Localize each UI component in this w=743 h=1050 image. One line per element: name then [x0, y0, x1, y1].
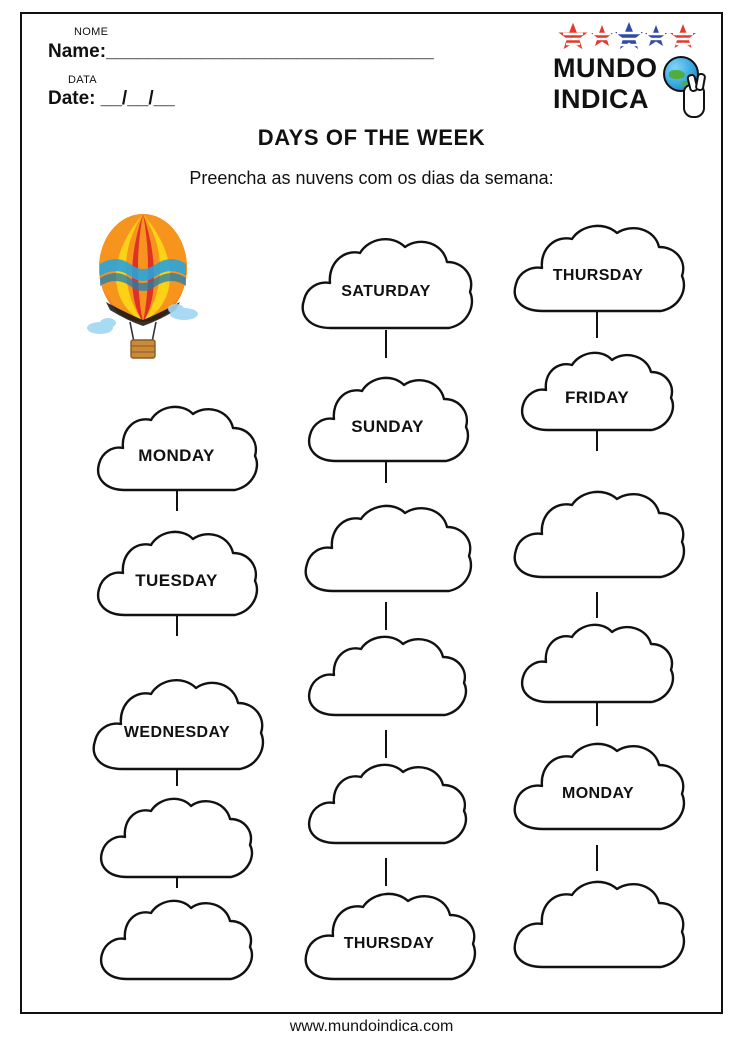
brand-line-2: INDICA: [553, 84, 649, 114]
cloud-right-1[interactable]: [505, 212, 691, 334]
cloud-center-1[interactable]: [293, 226, 479, 352]
cloud-label: MONDAY: [561, 785, 635, 802]
name-field-label[interactable]: Name:_______________________________: [48, 41, 434, 62]
cloud-center-3[interactable]: [296, 492, 478, 614]
cloud-center-4[interactable]: [300, 624, 475, 736]
cloud-label: TUESDAY: [135, 571, 218, 590]
cloud-label: [300, 624, 475, 736]
date-field-label[interactable]: Date: __/__/__: [48, 88, 175, 109]
cloud-right-4[interactable]: [513, 612, 681, 722]
cloud-center-5[interactable]: [300, 752, 475, 864]
page-title: DAYS OF THE WEEK: [257, 125, 486, 150]
cloud-label: SATURDAY: [341, 283, 431, 300]
cloud-right-6[interactable]: [505, 868, 691, 990]
cloud-right-5[interactable]: [505, 730, 691, 852]
page-subtitle: Preencha as nuvens com os dias da semana:: [189, 168, 554, 188]
cloud-center-2[interactable]: [300, 365, 475, 483]
cloud-label: [505, 868, 691, 990]
cloud-left-4[interactable]: [92, 786, 260, 898]
footer-url[interactable]: www.mundoindica.com: [289, 1018, 454, 1035]
cloud-left-5[interactable]: [92, 888, 260, 1000]
nome-label: NOME: [74, 26, 109, 38]
cloud-left-3[interactable]: [84, 667, 270, 793]
cloud-label: [505, 478, 691, 600]
cloud-label: [513, 612, 681, 722]
cloud-center-6[interactable]: [296, 880, 482, 1002]
cloud-label: MONDAY: [138, 446, 215, 465]
cloud-right-3[interactable]: [505, 478, 691, 600]
cloud-right-2[interactable]: [513, 340, 681, 450]
brand-line-1: MUNDO: [553, 53, 658, 83]
cloud-label: [300, 752, 475, 864]
cloud-left-1[interactable]: [89, 394, 264, 512]
data-label: DATA: [68, 74, 97, 86]
cloud-label: THURSDAY: [552, 267, 644, 284]
cloud-label: THURSDAY: [343, 935, 435, 952]
cloud-label: FRIDAY: [564, 388, 630, 407]
cloud-left-2[interactable]: [89, 519, 264, 637]
cloud-label: [92, 786, 260, 898]
cloud-label: SUNDAY: [351, 417, 424, 436]
cloud-label: [296, 492, 478, 614]
cloud-label: [92, 888, 260, 1000]
cloud-label: WEDNESDAY: [123, 724, 231, 741]
